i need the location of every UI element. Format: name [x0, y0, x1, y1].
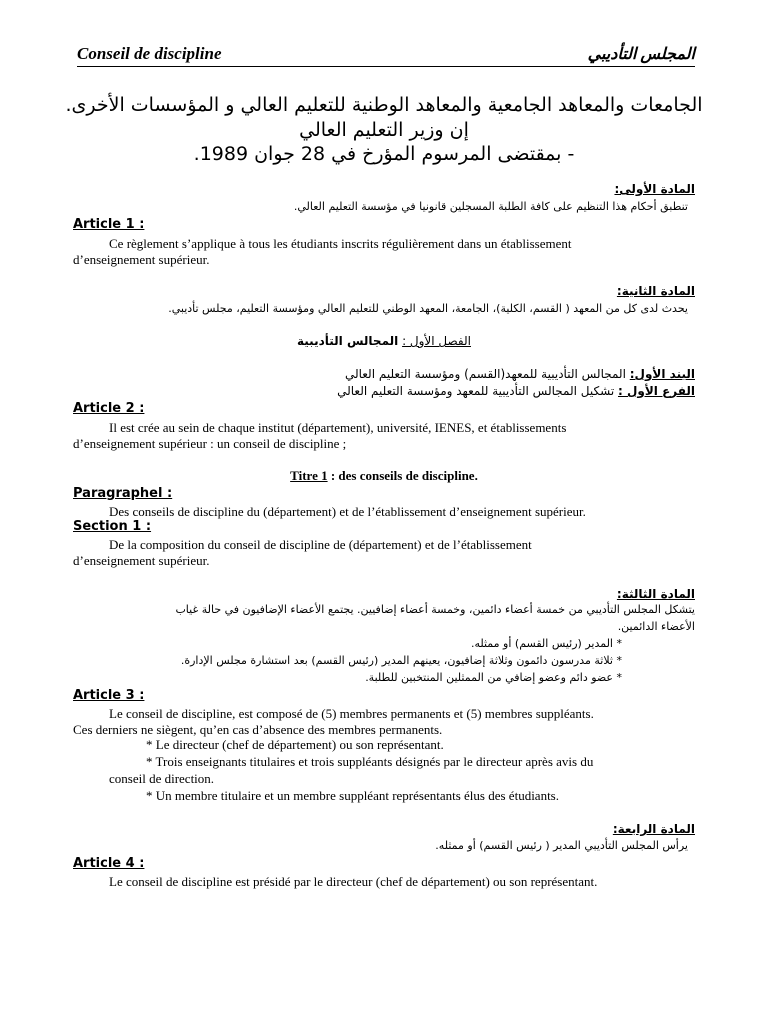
header-title-ar: المجلس التأديبي: [587, 46, 695, 63]
fr-article-4-heading: Article 4 :: [73, 856, 145, 871]
section-1-line-1: De la composition du conseil de discipline de (département) et de l’établissement: [109, 537, 532, 552]
fr-article-3-heading: Article 3 :: [73, 688, 145, 703]
fr-article-1-line-2: d’enseignement supérieur.: [73, 252, 210, 267]
header-title-fr: Conseil de discipline: [77, 44, 222, 63]
title-1: Titre 1 : des conseils de discipline.: [290, 468, 478, 483]
section-1-heading: Section 1 :: [73, 519, 152, 534]
ar-article-3-bullet-1: * المدير (رئيس القسم) أو ممثله.: [470, 637, 622, 650]
ar-branch-1: الفرع الأول : تشكيل المجالس التأديبية للمعهد ومؤسسة التعليم العالي: [337, 384, 695, 398]
preamble-line-2: إن وزير التعليم العالي: [299, 119, 469, 141]
fr-article-3-bullet-3: * Un membre titulaire et un membre suppléant représentants élus des étudiants.: [146, 788, 559, 803]
fr-article-3-line-1: Le conseil de discipline, est composé de (5) membres permanents et (5) membres suppléants.: [109, 706, 594, 721]
ar-article-3-line-1: يتشكل المجلس التأديبي من خمسة أعضاء دائمين، وخمسة أعضاء إضافيين. يجتمع الأعضاء الإضافيون في حالة غياب: [175, 603, 695, 616]
fr-article-2-line-1: Il est crée au sein de chaque institut (département), université, IENES, et établissements: [109, 420, 567, 435]
section-1-line-2: d’enseignement supérieur.: [73, 553, 210, 568]
paragraph-heading: Paragraphel :: [73, 486, 173, 501]
ar-article-1-heading: المادة الأولى:: [614, 182, 695, 196]
fr-article-4-line-1: Le conseil de discipline est présidé par le directeur (chef de département) ou son représentant.: [109, 874, 598, 889]
preamble-line-3: - بمقتضى المرسوم المؤرخ في 28 جوان 1989.: [193, 143, 575, 165]
ar-article-1-text: تنطبق أحكام هذا التنظيم على كافة الطلبة المسجلين قانونيا في مؤسسة التعليم العالي.: [293, 200, 688, 213]
fr-article-1-line-1: Ce règlement s’applique à tous les étudiants inscrits régulièrement dans un établissement: [109, 236, 572, 251]
ar-article-2-text: يحدث لدى كل من المعهد ( القسم، الكلية)، الجامعة، المعهد الوطني للتعليم العالي ومؤسسة التعليم، مجلس تأديبي.: [168, 302, 688, 315]
fr-article-3-bullet-2-line-2: conseil de direction.: [109, 771, 215, 786]
paragraph-text: Des conseils de discipline du (département) et de l’établissement d’enseignement supérieur.: [109, 504, 586, 519]
ar-article-4-heading: المادة الرابعة:: [612, 822, 695, 836]
ar-article-3-bullet-3: * عضو دائم وعضو إضافي من الممثلين المنتخبين للطلبة.: [365, 671, 622, 684]
ar-article-3-heading: المادة الثالثة:: [616, 587, 695, 601]
fr-article-3-line-2: Ces derniers ne siègent, qu’en cas d’absence des membres permanents.: [73, 722, 443, 737]
fr-article-2-heading: Article 2 :: [73, 401, 145, 416]
ar-chapter-title: الفصل الأول : المجالس التأديبية: [297, 334, 471, 348]
fr-article-3-bullet-1: * Le directeur (chef de département) ou son représentant.: [146, 737, 444, 752]
fr-article-1-heading: Article 1 :: [73, 217, 145, 232]
ar-article-3-line-2: الأعضاء الدائمين.: [617, 620, 695, 633]
ar-article-4-text: يرأس المجلس التأديبي المدير ( رئيس القسم) أو ممثله.: [435, 839, 688, 852]
fr-article-2-line-2: d’enseignement supérieur : un conseil de discipline ;: [73, 436, 347, 451]
page-header: [77, 44, 695, 67]
ar-article-3-bullet-2: * ثلاثة مدرسون دائمون وثلاثة إضافيون، يعينهم المدير (رئيس القسم) بعد استشارة مجلس الإدارة.: [180, 654, 622, 667]
ar-clause-1: البند الأول: المجالس التأديبية للمعهد(القسم) ومؤسسة التعليم العالي: [344, 367, 695, 381]
ar-article-2-heading: المادة الثانية:: [616, 284, 695, 298]
fr-article-3-bullet-2-line-1: * Trois enseignants titulaires et trois suppléants désignés par le directeur après avis du: [146, 754, 594, 769]
preamble-line-1: الجامعات والمعاهد الجامعية والمعاهد الوطنية للتعليم العالي و المؤسسات الأخرى.: [65, 94, 703, 116]
